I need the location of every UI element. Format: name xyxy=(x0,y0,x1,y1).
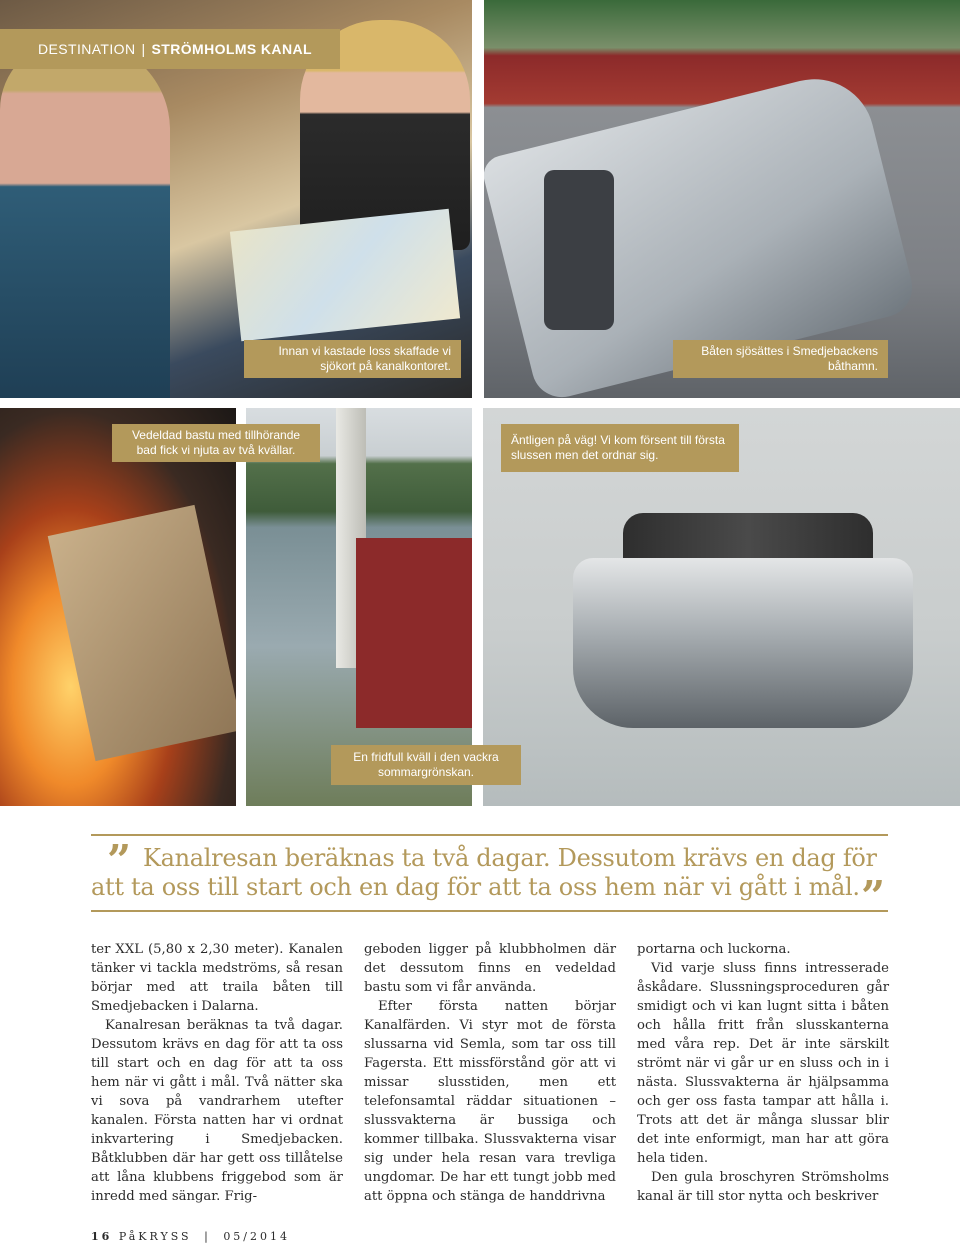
photo-outboard-motor xyxy=(544,170,614,330)
section-title: STRÖMHOLMS KANAL xyxy=(151,41,312,57)
paragraph: Kanalresan beräknas ta två dagar. Dessutom krävs en dag för att ta oss till start och en dag för att ta oss hem när vi gått i mål. Två nätter ska vi sova på vandrarhem utefter kanalen. Första natten har vi ordnat inkvartering i Smedjebacken. Båtklubben där har gett oss tillåtelse att låna klubbens friggebod som är inredd med sängar. Frig- xyxy=(91,1018,343,1204)
body-column-3 xyxy=(637,940,889,1206)
photo-man-figure xyxy=(0,40,170,398)
caption-launch: Båten sjösättes i Smedjebackens båthamn. xyxy=(673,340,888,378)
paragraph: Den gula broschyren Strömsholms kanal är till stor nytta och beskriver xyxy=(637,1170,889,1204)
issue-number: 05/2014 xyxy=(223,1230,291,1243)
photo-red-house xyxy=(356,538,472,728)
page-number: 16 xyxy=(91,1230,113,1243)
paragraph: portarna och luckorna. xyxy=(637,942,791,957)
photo-firewood xyxy=(48,505,236,761)
page-footer xyxy=(91,1230,290,1243)
paragraph: ter XXL (5,80 x 2,30 meter). Kanalen tänker vi tackla medströms, så resan börjar med att traila båten till Smedjebacken i Dalarna. xyxy=(91,942,343,1014)
photo-nautical-chart xyxy=(230,209,460,341)
caption-office: Innan vi kastade loss skaffade vi sjökort på kanalkontoret. xyxy=(244,340,461,378)
caption-underway: Äntligen på väg! Vi kom försent till första slussen men det ordnar sig. xyxy=(501,424,739,472)
footer-separator: | xyxy=(204,1230,211,1243)
quote-close-mark: ” xyxy=(861,872,886,921)
section-label: DESTINATION xyxy=(38,41,136,57)
pull-quote-text xyxy=(91,844,891,902)
photo-sauna-fire xyxy=(0,408,236,806)
paragraph: Vid varje sluss finns intresserade åskådare. Slussningsproceduren går smidigt och vi kan lugnt sitta i båten och hålla fritt från slusskanterna med våra rep. Det är inte särskilt strömt när vi går ur en sluss och in i nästa. Slussvakterna är hjälpsamma och ger oss fasta tampar att hålla i. Trots att det är många slussar blir det inte enformigt, man har att göra hela tiden. xyxy=(637,961,889,1166)
section-header xyxy=(0,29,340,69)
photo-boat-hull xyxy=(573,558,913,728)
paragraph: Efter första natten börjar Kanalfärden. Vi styr mot de första slussarna vid Semla, som tar oss till Fagersta. Ett missförstånd gör att vi missar slusstiden, men ett telefonsamtal räddar situationen – slussvakterna är bussiga och kommer tillbaka. Slussvakterna visar sig under hela resan vara trevliga ungdomar. De har ett tungt jobb med att öppna och stänga de handdrivna xyxy=(364,999,616,1204)
quote-open-mark: ” xyxy=(107,836,132,885)
caption-lake: En fridfull kväll i den vackra sommargrönskan. xyxy=(331,745,521,785)
paragraph: geboden ligger på klubbholmen där det dessutom finns en vedeldad bastu som vi får använda. xyxy=(364,942,616,995)
section-separator: | xyxy=(141,41,146,57)
pull-quote xyxy=(91,834,888,921)
body-column-2 xyxy=(364,940,616,1206)
pull-quote-line-1: Kanalresan beräknas ta två dagar. Dessutom krävs en dag för xyxy=(143,844,877,872)
magazine-name: PåKRYSS xyxy=(118,1230,192,1243)
body-column-1 xyxy=(91,940,343,1206)
photo-boat-launch xyxy=(484,0,960,398)
pull-quote-line-2: att ta oss till start och en dag för att ta oss hem när vi gått i mål. xyxy=(91,873,860,901)
caption-sauna: Vedeldad bastu med tillhörande bad fick vi njuta av två kvällar. xyxy=(112,424,320,462)
